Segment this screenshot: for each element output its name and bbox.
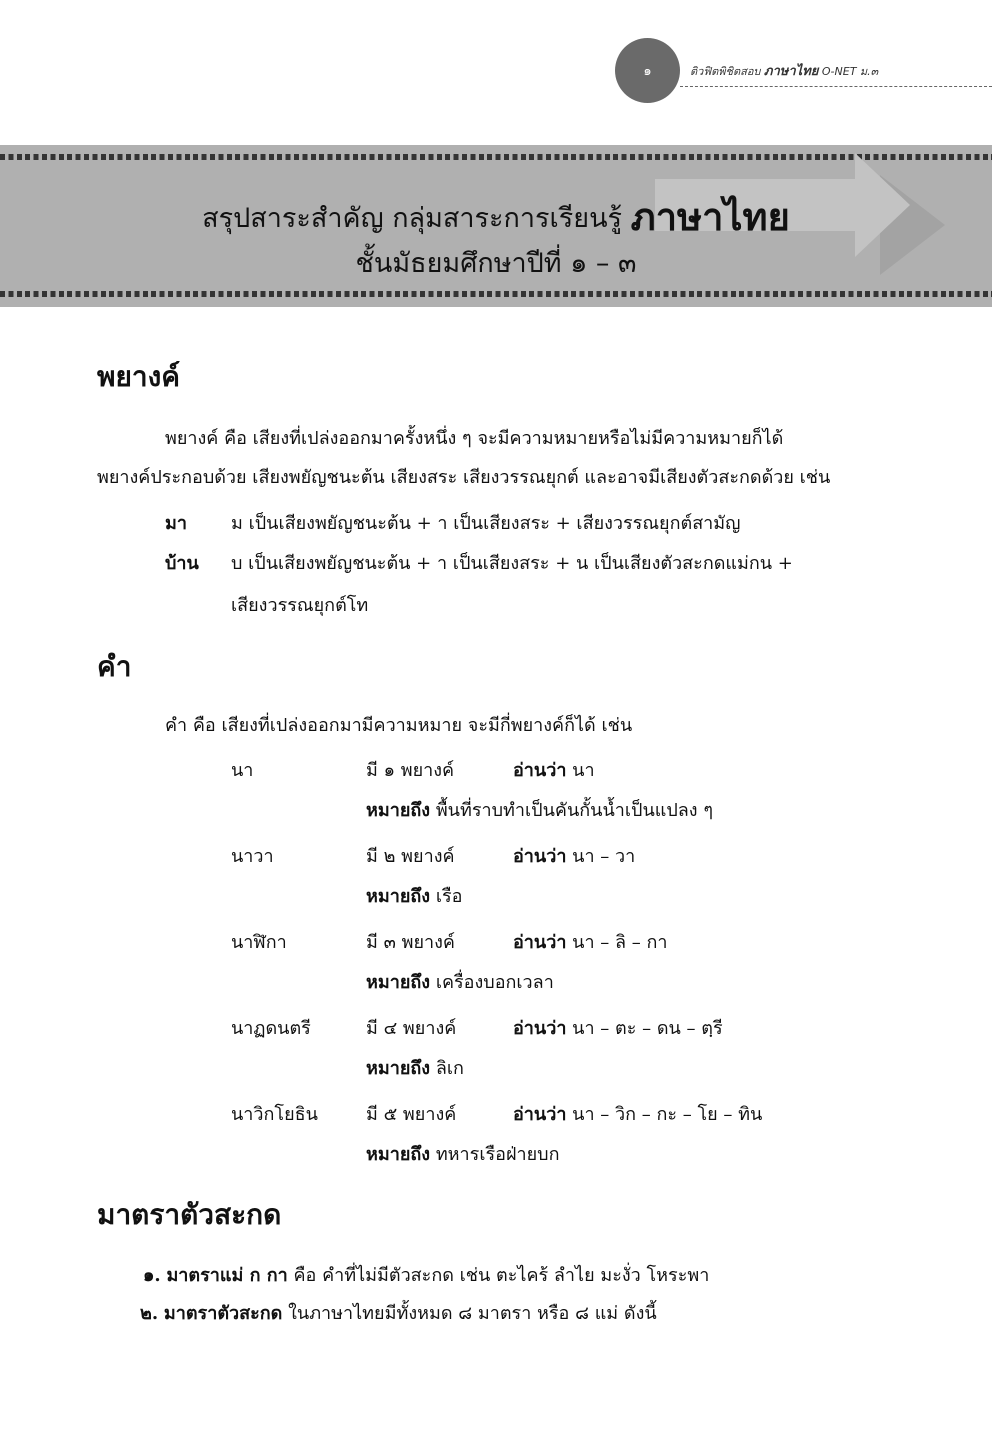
running-title [690, 60, 878, 81]
word-definition: คำ คือ เสียงที่เปล่งออกมามีความหมาย จะมีกี่พยางค์ก็ได้ เช่น [165, 715, 633, 736]
section-heading-word: คำ [97, 650, 132, 683]
word-example-syllable-count: มี ๒ พยางค์ [366, 846, 455, 867]
word-example-word: นา [231, 760, 254, 781]
running-title-prefix: ติวฟิตพิชิตสอบ [690, 65, 761, 78]
example-word: มา [165, 513, 187, 534]
word-example-syllable-count: มี ๓ พยางค์ [366, 932, 455, 953]
meaning-label: หมายถึง [366, 972, 431, 993]
syllable-definition-line1: พยางค์ คือ เสียงที่เปล่งออกมาครั้งหนึ่ง ๆ จะมีความหมายหรือไม่มีความหมายก็ได้ [165, 428, 784, 449]
numbered-item [143, 1260, 709, 1289]
word-example-meaning [366, 967, 554, 996]
syllable-definition-line2: พยางค์ประกอบด้วย เสียงพยัญชนะต้น เสียงสระ เสียงวรรณยุกต์ และอาจมีเสียงตัวสะกดด้วย เช่น [97, 467, 831, 488]
item-text: คือ คำที่ไม่มีตัวสะกด เช่น ตะไคร้ ลำไย มะงั่ว โหระพา [293, 1265, 710, 1286]
example-description: บ เป็นเสียงพยัญชนะต้น + า เป็นเสียงสระ + น เป็นเสียงตัวสะกดแม่กน + [231, 553, 793, 574]
word-example-meaning [366, 1139, 559, 1168]
item-text: ในภาษาไทยมีทั้งหมด ๘ มาตรา หรือ ๘ แม่ ดังนี้ [288, 1303, 657, 1324]
word-example-word: นาฏดนตรี [231, 1018, 311, 1039]
item-term: มาตราแม่ ก กา [166, 1265, 288, 1286]
example-word: บ้าน [165, 553, 199, 574]
word-example-reading [513, 1099, 762, 1128]
word-example-syllable-count: มี ๔ พยางค์ [366, 1018, 457, 1039]
section-heading-syllable: พยางค์ [97, 360, 180, 393]
item-term: มาตราตัวสะกด [163, 1303, 283, 1324]
read-label: อ่านว่า [513, 846, 567, 867]
reading-value: นา – ลิ – กา [572, 932, 668, 953]
page-number-badge [615, 38, 680, 103]
meaning-label: หมายถึง [366, 886, 431, 907]
word-example-word: นาวา [231, 846, 274, 867]
read-label: อ่านว่า [513, 1018, 567, 1039]
meaning-label: หมายถึง [366, 1144, 431, 1165]
meaning-value: ทหารเรือฝ่ายบก [435, 1144, 560, 1165]
word-example-syllable-count: มี ๕ พยางค์ [366, 1104, 457, 1125]
section-heading-final-consonant: มาตราตัวสะกด [97, 1198, 282, 1231]
numbered-item [140, 1298, 657, 1327]
word-example-reading [513, 755, 595, 784]
word-example-meaning [366, 1053, 464, 1082]
example-description: เสียงวรรณยุกต์โท [231, 595, 369, 616]
read-label: อ่านว่า [513, 932, 567, 953]
chapter-banner [0, 145, 992, 307]
word-example-reading [513, 841, 635, 870]
word-example-reading [513, 927, 668, 956]
reading-value: นา – วิก – กะ – โย – ทิน [572, 1104, 763, 1125]
reading-value: นา [572, 760, 595, 781]
meaning-value: เครื่องบอกเวลา [435, 972, 554, 993]
read-label: อ่านว่า [513, 1104, 567, 1125]
read-label: อ่านว่า [513, 760, 567, 781]
word-example-reading [513, 1013, 723, 1042]
header-divider [680, 86, 992, 87]
word-example-word: นาวิกโยธิน [231, 1104, 318, 1125]
meaning-label: หมายถึง [366, 800, 431, 821]
meaning-value: พื้นที่ราบทำเป็นคันกั้นน้ำเป็นแปลง ๆ [435, 800, 713, 821]
word-example-syllable-count: มี ๑ พยางค์ [366, 760, 455, 781]
meaning-value: ลิเก [435, 1058, 464, 1079]
example-description: ม เป็นเสียงพยัญชนะต้น + า เป็นเสียงสระ + เสียงวรรณยุกต์สามัญ [231, 513, 741, 534]
reading-value: นา – วา [572, 846, 636, 867]
word-example-meaning [366, 795, 713, 824]
reading-value: นา – ตะ – ดน – ตฺรี [572, 1018, 723, 1039]
banner-title-subject: ภาษาไทย [630, 195, 790, 239]
page-number: ๑ [643, 64, 652, 79]
meaning-value: เรือ [435, 886, 463, 907]
banner-title-prefix: สรุปสาระสำคัญ กลุ่มสาระการเรียนรู้ [202, 203, 623, 234]
banner-title [0, 183, 992, 244]
word-example-meaning [366, 881, 462, 910]
banner-dotted-border-bottom [0, 291, 992, 297]
running-title-suffix: O-NET ม.๓ [821, 65, 879, 78]
banner-dotted-border-top [0, 154, 992, 160]
item-number: ๒. [140, 1303, 159, 1324]
running-title-subject: ภาษาไทย [763, 64, 819, 79]
banner-subtitle: ชั้นมัธยมศึกษาปีที่ ๑ – ๓ [355, 248, 637, 279]
meaning-label: หมายถึง [366, 1058, 431, 1079]
word-example-word: นาฬิกา [231, 932, 287, 953]
item-number: ๑. [143, 1265, 161, 1286]
